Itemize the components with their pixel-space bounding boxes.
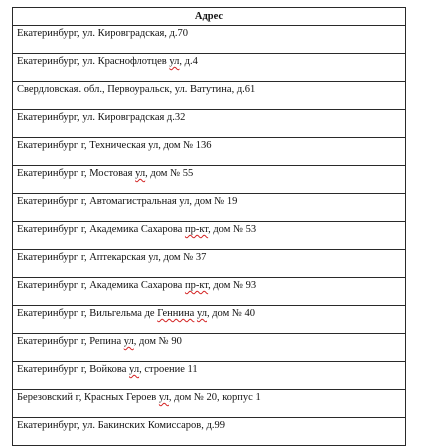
table-row [13,82,406,110]
address-cell[interactable] [13,194,406,222]
table-row [13,54,406,82]
address-cell[interactable] [13,418,406,446]
address-text: Березовский г, Красных Героев [17,392,159,403]
address-cell[interactable] [13,166,406,194]
address-text: , д.4 [179,56,198,67]
table-row [13,334,406,362]
address-text: , строение 11 [139,364,198,375]
address-text: Екатеринбург, ул. Краснофлотцев [17,56,170,67]
table-row [13,166,406,194]
address-text: Екатеринбург г, Мостовая [17,168,136,179]
document-sheet [12,7,406,446]
address-text: , дом № 20, корпус 1 [168,392,261,403]
table-row [13,306,406,334]
address-cell[interactable] [13,278,406,306]
spellcheck-flagged-word: ул [196,308,207,319]
address-text: , дом № 90 [133,336,182,347]
table-row [13,418,406,446]
address-table [12,7,406,446]
spellcheck-flagged-word: пр-кт [184,280,209,291]
table-row [13,250,406,278]
address-cell[interactable] [13,362,406,390]
address-text: , дом № 93 [208,280,257,291]
table-row [13,194,406,222]
table-row [13,278,406,306]
spellcheck-flagged-word: ул [158,392,169,403]
address-text: Екатеринбург г, Академика Сахарова [17,224,185,235]
address-cell[interactable] [13,334,406,362]
spellcheck-flagged-word: пр-кт [184,224,209,235]
table-row [13,26,406,54]
address-text: Екатеринбург, ул. Кировградская д.32 [17,112,186,123]
table-row [13,362,406,390]
address-text: , дом № 40 [206,308,256,319]
address-text: Екатеринбург г, Академика Сахарова [17,280,185,291]
address-text: Екатеринбург г, Техническая ул, дом № 136 [17,140,212,151]
address-text: Екатеринбург г, Войкова [17,364,130,375]
address-text: Екатеринбург, ул. Бакинских Комиссаров, д.99 [17,420,225,431]
address-text: Екатеринбург г, Вильгельма де [17,308,158,319]
address-text: Екатеринбург г, Аптекарская ул, дом № 37 [17,252,207,263]
address-cell[interactable] [13,250,406,278]
address-cell[interactable] [13,222,406,250]
address-cell[interactable] [13,82,406,110]
table-row [13,222,406,250]
spellcheck-flagged-word: ул [169,56,180,67]
spellcheck-flagged-word: ул [123,336,134,347]
address-text: Екатеринбург г, Репина [17,336,124,347]
address-cell[interactable] [13,110,406,138]
address-cell[interactable] [13,138,406,166]
table-row [13,390,406,418]
address-text: Свердловская. обл., Первоуральск, ул. Ватутина, д.61 [17,84,256,95]
address-cell[interactable] [13,390,406,418]
address-text: , дом № 53 [208,224,257,235]
spellcheck-flagged-word: ул [129,364,140,375]
address-text: Екатеринбург г, Автомагистральная ул, дом № 19 [17,196,238,207]
address-cell[interactable] [13,26,406,54]
spellcheck-flagged-word: ул [135,168,146,179]
table-row [13,110,406,138]
address-text: Екатеринбург, ул. Кировградская, д.70 [17,28,189,39]
spellcheck-flagged-word: Геннина [157,308,195,319]
address-cell[interactable] [13,54,406,82]
address-cell[interactable] [13,306,406,334]
table-row [13,138,406,166]
address-rows [13,26,406,446]
column-header-address: Адрес [13,8,406,26]
address-text: , дом № 55 [145,168,194,179]
header-row [13,8,406,26]
